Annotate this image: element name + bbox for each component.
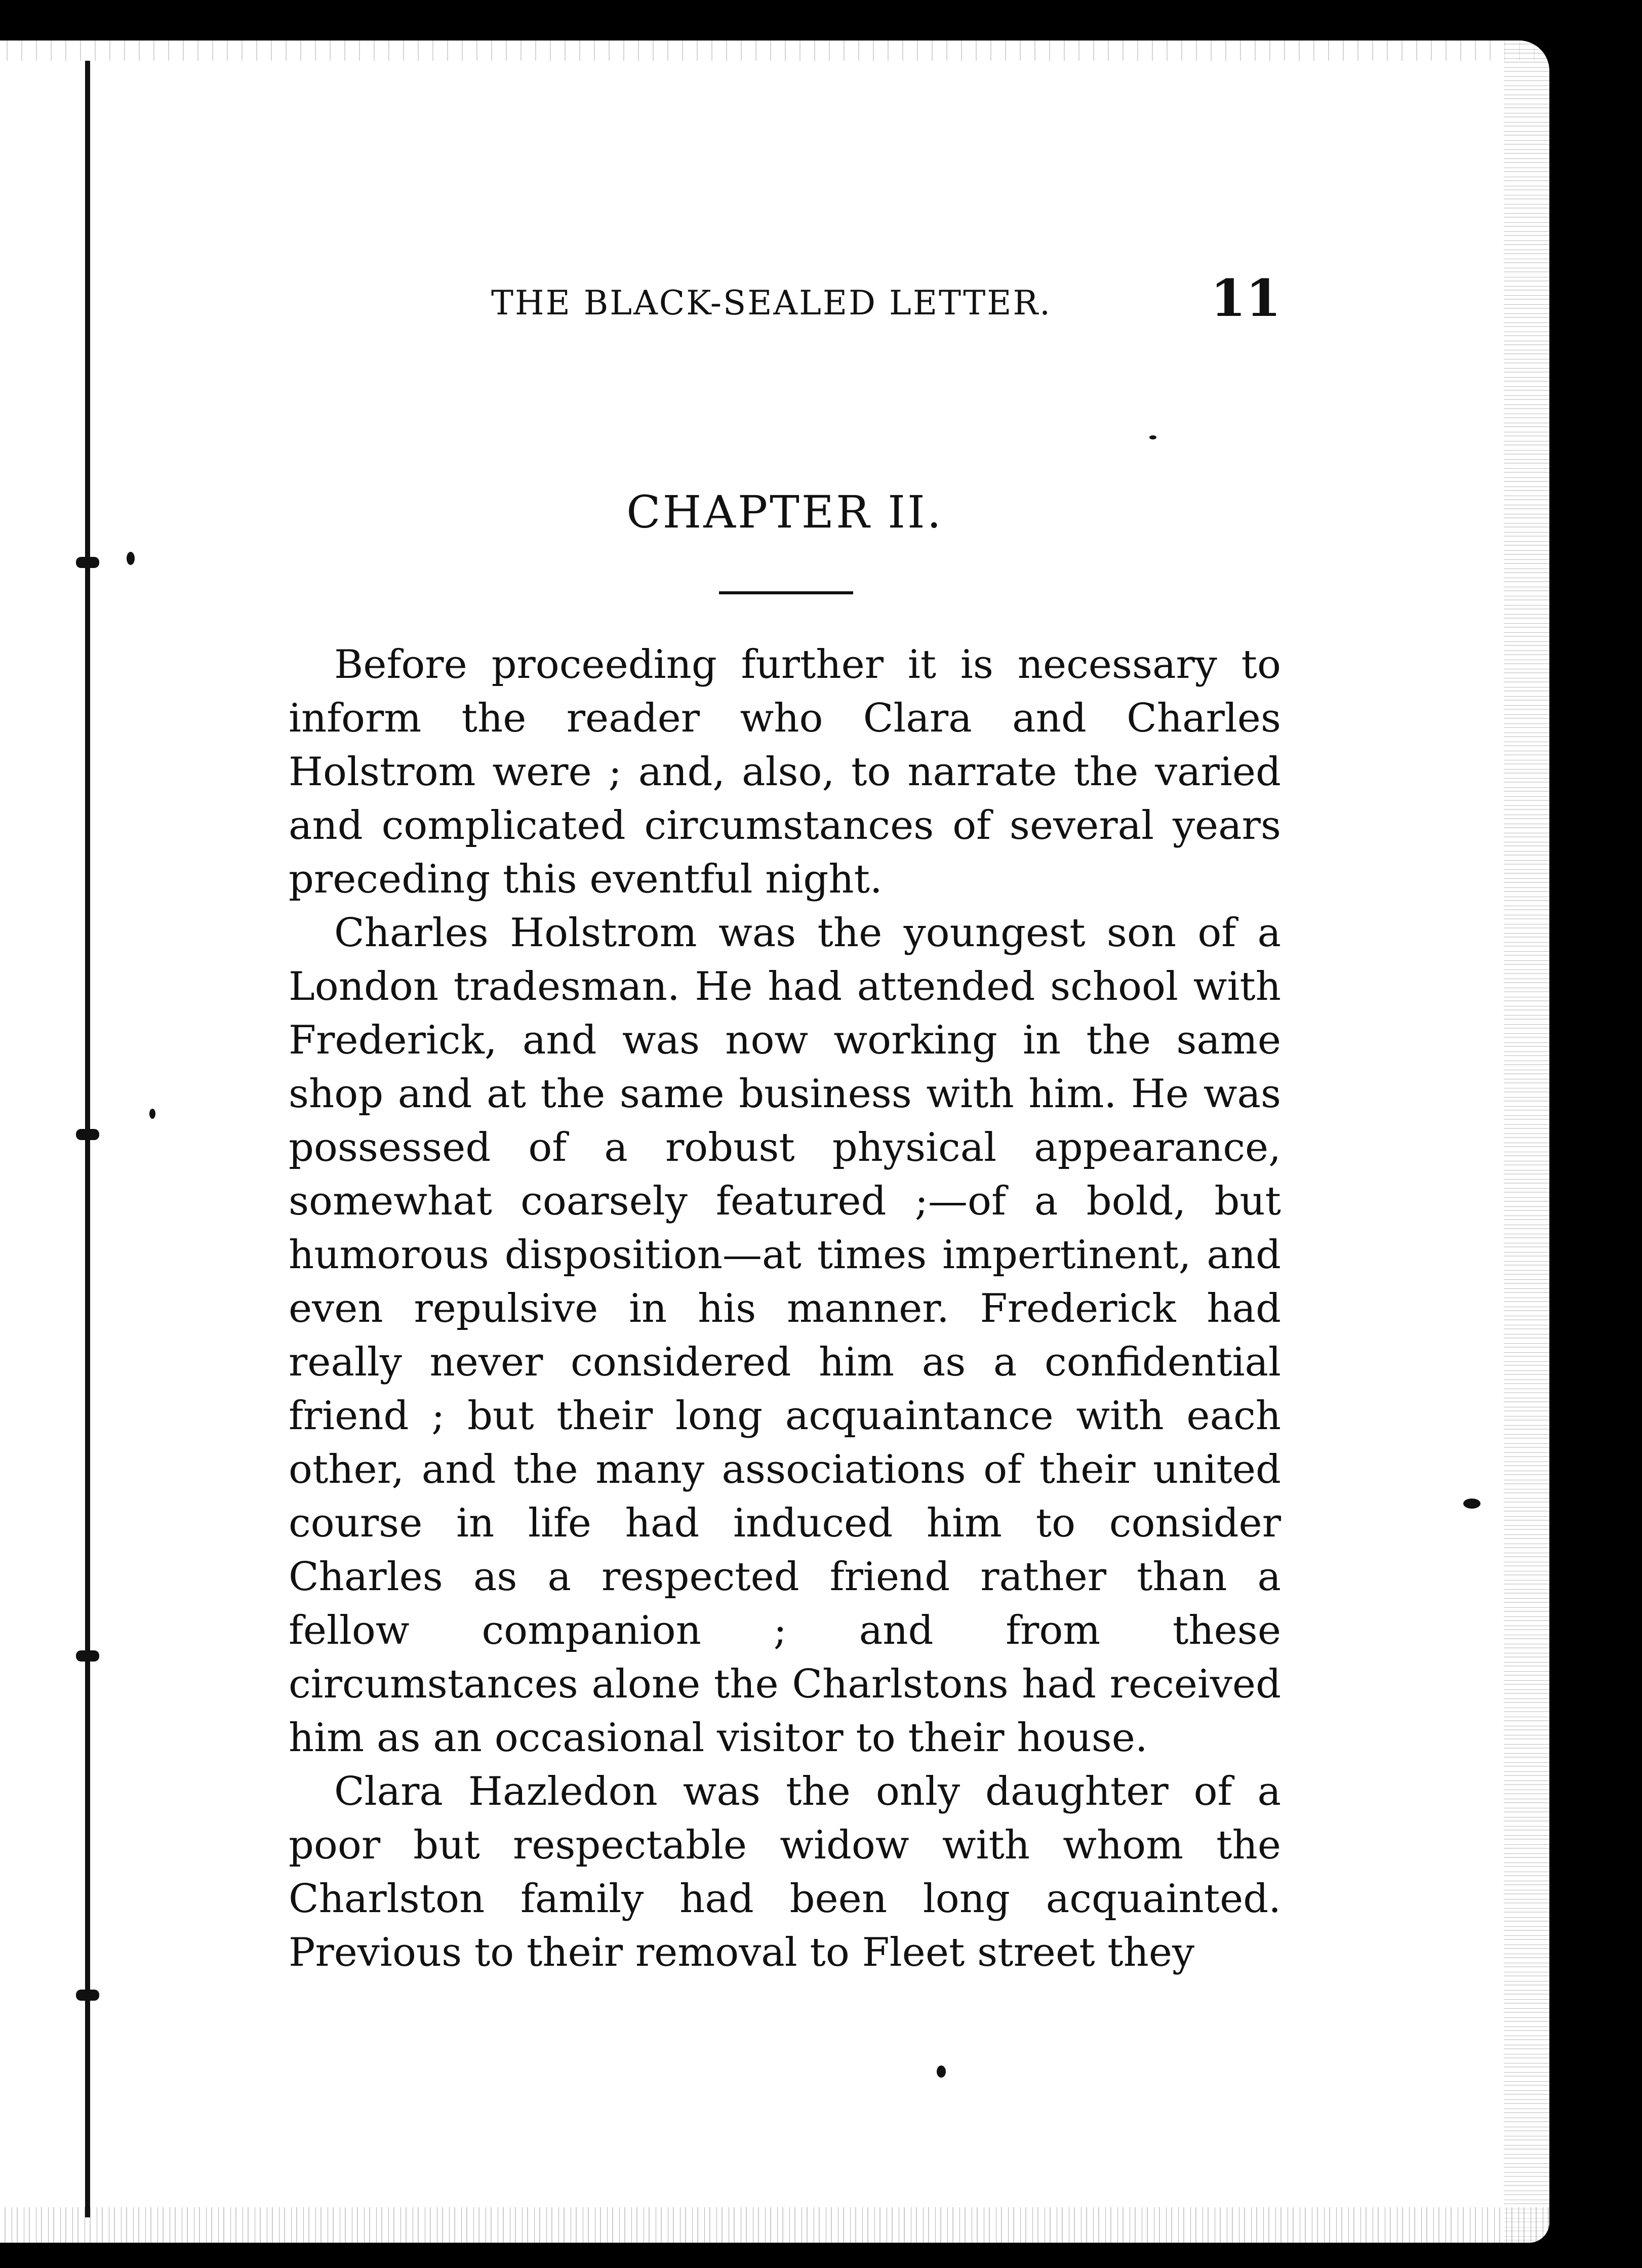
right-edge-noise [1504,40,1549,2243]
body-text [289,638,1281,1979]
binding-mark [76,557,99,568]
binding-mark [76,1990,99,2001]
paragraph: Charles Holstrom was the youngest son of a London tradesman. He had attended school with Frederick, and was now working in the same shop and at the same business with him. He was possessed of a robust physical appearance, somewhat coarsely featured ;—of a bold, but humorous disposition—at times impertinent, and even repulsive in his manner. Frederick had really never considered him as a confidential friend ; but their long acquaintance with each other, and the many associations of their united course in life had induced him to consider Charles as a respected friend rather than a fellow companion ; and from these circumstances alone the Charlstons had received him as an occasional visitor to their house. [289,910,1281,1761]
ink-speck [149,1109,155,1119]
binding-mark [76,1129,99,1140]
paragraph: Before proceeding further it is necessary to inform the reader who Clara and Charles Holstrom were ; and, also, to narrate the varied and complicated circumstances of several years preceding this eventful night. [289,642,1281,902]
running-head [491,253,1281,329]
running-title: THE BLACK-SEALED LETTER. [491,284,1052,322]
ink-speck [937,2066,946,2078]
paper-sheet [0,40,1549,2243]
paragraph: Clara Hazledon was the only daughter of a poor but respectable widow with whom the Charlston family had been long acquainted. Previous to their removal to Fleet street they [289,1769,1281,1975]
page-number: 11 [1210,268,1281,328]
top-edge-noise [0,40,1549,61]
ink-speck [127,552,135,565]
binding-mark [76,1650,99,1662]
chapter-heading: CHAPTER II. [626,486,943,538]
bottom-edge-noise [0,2207,1549,2243]
ink-speck [1149,435,1156,439]
ink-speck [1463,1498,1480,1509]
chapter-rule [719,591,853,594]
